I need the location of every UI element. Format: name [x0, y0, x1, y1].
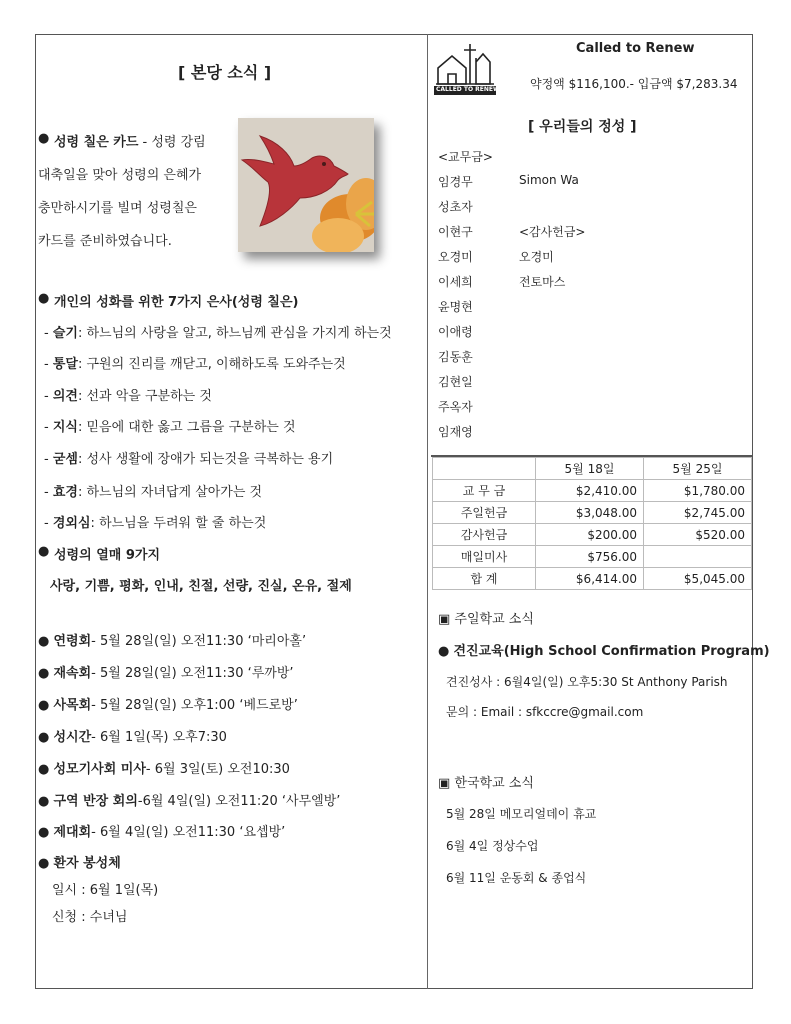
- gift-desc: : 성사 생활에 장애가 되는것을 극복하는 용기: [77, 452, 334, 467]
- sick-apply: 신청 : 수녀님: [52, 910, 128, 925]
- event-item: ● 성시간- 6월 1일(목) 오후7:30: [38, 730, 227, 745]
- table-header-cell: [433, 458, 536, 480]
- donor-name: 이현구: [438, 225, 473, 239]
- donor-name: 전토마스: [519, 275, 566, 289]
- event-name: 성시간: [53, 730, 92, 745]
- donor-name: 주옥자: [438, 400, 473, 414]
- parish-news-title: [ 본당 소식 ]: [178, 63, 272, 82]
- donor-name: 오경미: [519, 250, 554, 264]
- table-header-row: [433, 458, 752, 480]
- gift-desc: : 믿음에 대한 옳고 그름을 구분하는 것: [77, 420, 296, 435]
- card-desc-1: - 성령 강림: [138, 135, 206, 150]
- row-value: $1,780.00: [644, 480, 752, 502]
- row-value: $5,045.00: [644, 568, 752, 590]
- donor-name: 이애령: [438, 325, 473, 339]
- korean-school-item: 6월 4일 정상수업: [446, 839, 539, 853]
- row-value: $756.00: [536, 546, 644, 568]
- card-image: [238, 118, 374, 252]
- event-item: ● 제대회- 6월 4일(일) 오전11:30 ‘요셉방’: [38, 825, 286, 840]
- fruits-list: 사랑, 기쁨, 평화, 인내, 친절, 선량, 진실, 온유, 절제: [50, 579, 352, 594]
- table-header-cell: 5월 25일: [644, 458, 752, 480]
- event-item: ● 성모기사회 미사- 6월 3일(토) 오전10:30: [38, 762, 290, 777]
- donor-name: 임재영: [438, 425, 473, 439]
- event-item: ● 사목회- 5월 28일(일) 오후1:00 ‘베드로방’: [38, 698, 298, 713]
- event-name: 사목회: [53, 698, 92, 713]
- donor-name: 성초자: [438, 200, 473, 214]
- fruits-bullet: ●: [38, 544, 50, 559]
- gift-term: 슬기: [52, 326, 78, 341]
- event-detail: - 6월 4일(일) 오전11:30 ‘요셉방’: [91, 825, 286, 840]
- gift-term: 효경: [52, 485, 78, 500]
- offering-title: [ 우리들의 정성 ]: [528, 119, 637, 135]
- row-value: [644, 546, 752, 568]
- row-label: 합 계: [433, 568, 536, 590]
- gift-term: 통달: [52, 357, 78, 372]
- dove-card-illustration: [238, 118, 374, 252]
- event-name: 제대회: [53, 825, 92, 840]
- card-intro-line: [54, 131, 206, 150]
- event-detail: - 6월 1일(목) 오후7:30: [91, 730, 227, 745]
- event-detail: - 6월 3일(토) 오전10:30: [145, 762, 290, 777]
- gift-desc: : 하느님의 사랑을 알고, 하느님께 관심을 가지게 하는것: [77, 326, 392, 341]
- called-to-renew-logo: [434, 38, 500, 96]
- gift-desc: : 하느님을 두려워 할 줄 하는것: [90, 516, 267, 531]
- row-label: 교 무 금: [433, 480, 536, 502]
- confirmation-title: 견진교육(High School Confirmation Program): [453, 644, 770, 659]
- donor-name: 이세희: [438, 275, 473, 289]
- table-row: [433, 546, 752, 568]
- row-label: 매일미사: [433, 546, 536, 568]
- gift-item: - 효경: 하느님의 자녀답게 살아가는 것: [44, 485, 263, 500]
- table-total-row: [433, 568, 752, 590]
- event-name: 재속회: [53, 666, 92, 681]
- gift-term: 굳셈: [52, 452, 78, 467]
- table-header-cell: 5월 18일: [536, 458, 644, 480]
- table-row: [433, 502, 752, 524]
- offering-table: [432, 457, 752, 590]
- gift-item: - 지식: 믿음에 대한 옳고 그름을 구분하는 것: [44, 420, 296, 435]
- event-detail: - 5월 28일(일) 오후1:00 ‘베드로방’: [91, 698, 298, 713]
- pledge-summary: 약정액 $116,100.- 입금액 $7,283.34: [530, 77, 738, 91]
- gifts-title: 개인의 성화를 위한 7가지 은사(성령 칠은): [54, 295, 299, 310]
- donor-name: 김동훈: [438, 350, 473, 364]
- event-name: 연령회: [53, 634, 92, 649]
- event-detail: -6월 4일(일) 오전11:20 ‘사무엘방’: [137, 794, 341, 809]
- card-desc-2: 대축일을 맞아 성령의 은혜가: [38, 168, 202, 183]
- column-divider: [427, 34, 428, 989]
- fruits-title: 성령의 열매 9가지: [54, 548, 161, 563]
- event-detail: - 5월 28일(일) 오전11:30 ‘루까방’: [91, 666, 294, 681]
- sick-title: 환자 봉성체: [53, 856, 121, 871]
- gift-term: 경외심: [52, 516, 91, 531]
- row-value: $2,410.00: [536, 480, 644, 502]
- card-title: 성령 칠은 카드: [54, 135, 139, 150]
- event-name: 성모기사회 미사: [53, 762, 146, 777]
- gift-item: - 의견: 선과 악을 구분하는 것: [44, 389, 212, 404]
- card-desc-4: 카드를 준비하였습니다.: [38, 234, 172, 249]
- sick-item: ● 환자 봉성체: [38, 856, 121, 871]
- edu-fund-label: <교무금>: [438, 150, 493, 164]
- donor-name: 임경무: [438, 175, 473, 189]
- gift-item: - 통달: 구원의 진리를 깨닫고, 이해하도록 도와주는것: [44, 357, 346, 372]
- called-to-renew-title: Called to Renew: [576, 41, 695, 56]
- donor-name: Simon Wa: [519, 173, 579, 187]
- row-value: $3,048.00: [536, 502, 644, 524]
- event-item: ● 재속회- 5월 28일(일) 오전11:30 ‘루까방’: [38, 666, 294, 681]
- gift-term: 지식: [52, 420, 78, 435]
- confirmation-contact: 문의 : Email : sfkccre@gmail.com: [446, 705, 644, 719]
- sunday-school-title: ▣ 주일학교 소식: [438, 612, 534, 627]
- korean-school-item: 6월 11일 운동회 & 종업식: [446, 871, 587, 885]
- event-name: 구역 반장 회의: [53, 794, 138, 809]
- gift-item: - 슬기: 하느님의 사랑을 알고, 하느님께 관심을 가지게 하는것: [44, 326, 392, 341]
- card-desc-3: 충만하시기를 빌며 성령칠은: [38, 201, 197, 216]
- gifts-bullet: ●: [38, 291, 50, 306]
- thanks-fund-label: <감사헌금>: [519, 225, 586, 239]
- event-item: ● 구역 반장 회의-6월 4일(일) 오전11:20 ‘사무엘방’: [38, 794, 341, 809]
- card-bullet: ●: [38, 131, 50, 146]
- gift-item: - 경외심: 하느님을 두려워 할 줄 하는것: [44, 516, 267, 531]
- korean-school-title: ▣ 한국학교 소식: [438, 776, 534, 791]
- donor-name: 김현일: [438, 375, 473, 389]
- row-value: $2,745.00: [644, 502, 752, 524]
- event-item: ● 연령회- 5월 28일(일) 오전11:30 ‘마리아홀’: [38, 634, 307, 649]
- donor-name: 윤명현: [438, 300, 473, 314]
- row-value: $200.00: [536, 524, 644, 546]
- logo-text: CALLED TO RENEW: [436, 86, 500, 93]
- korean-school-item: 5월 28일 메모리얼데이 휴교: [446, 807, 597, 821]
- gift-desc: : 하느님의 자녀답게 살아가는 것: [77, 485, 263, 500]
- table-row: [433, 480, 752, 502]
- confirmation-mass: 견진성사 : 6월4일(일) 오후5:30 St Anthony Parish: [446, 675, 728, 689]
- row-value: $520.00: [644, 524, 752, 546]
- gift-desc: : 구원의 진리를 깨닫고, 이해하도록 도와주는것: [77, 357, 346, 372]
- donor-name: 오경미: [438, 250, 473, 264]
- gift-item: - 굳셈: 성사 생활에 장애가 되는것을 극복하는 용기: [44, 452, 334, 467]
- gift-desc: : 선과 악을 구분하는 것: [77, 389, 212, 404]
- sick-date: 일시 : 6월 1일(목): [52, 883, 159, 898]
- event-detail: - 5월 28일(일) 오전11:30 ‘마리아홀’: [91, 634, 307, 649]
- table-row: [433, 524, 752, 546]
- gift-term: 의견: [52, 389, 78, 404]
- confirmation-item: ● 견진교육(High School Confirmation Program): [438, 644, 770, 659]
- row-label: 감사헌금: [433, 524, 536, 546]
- row-value: $6,414.00: [536, 568, 644, 590]
- row-label: 주일헌금: [433, 502, 536, 524]
